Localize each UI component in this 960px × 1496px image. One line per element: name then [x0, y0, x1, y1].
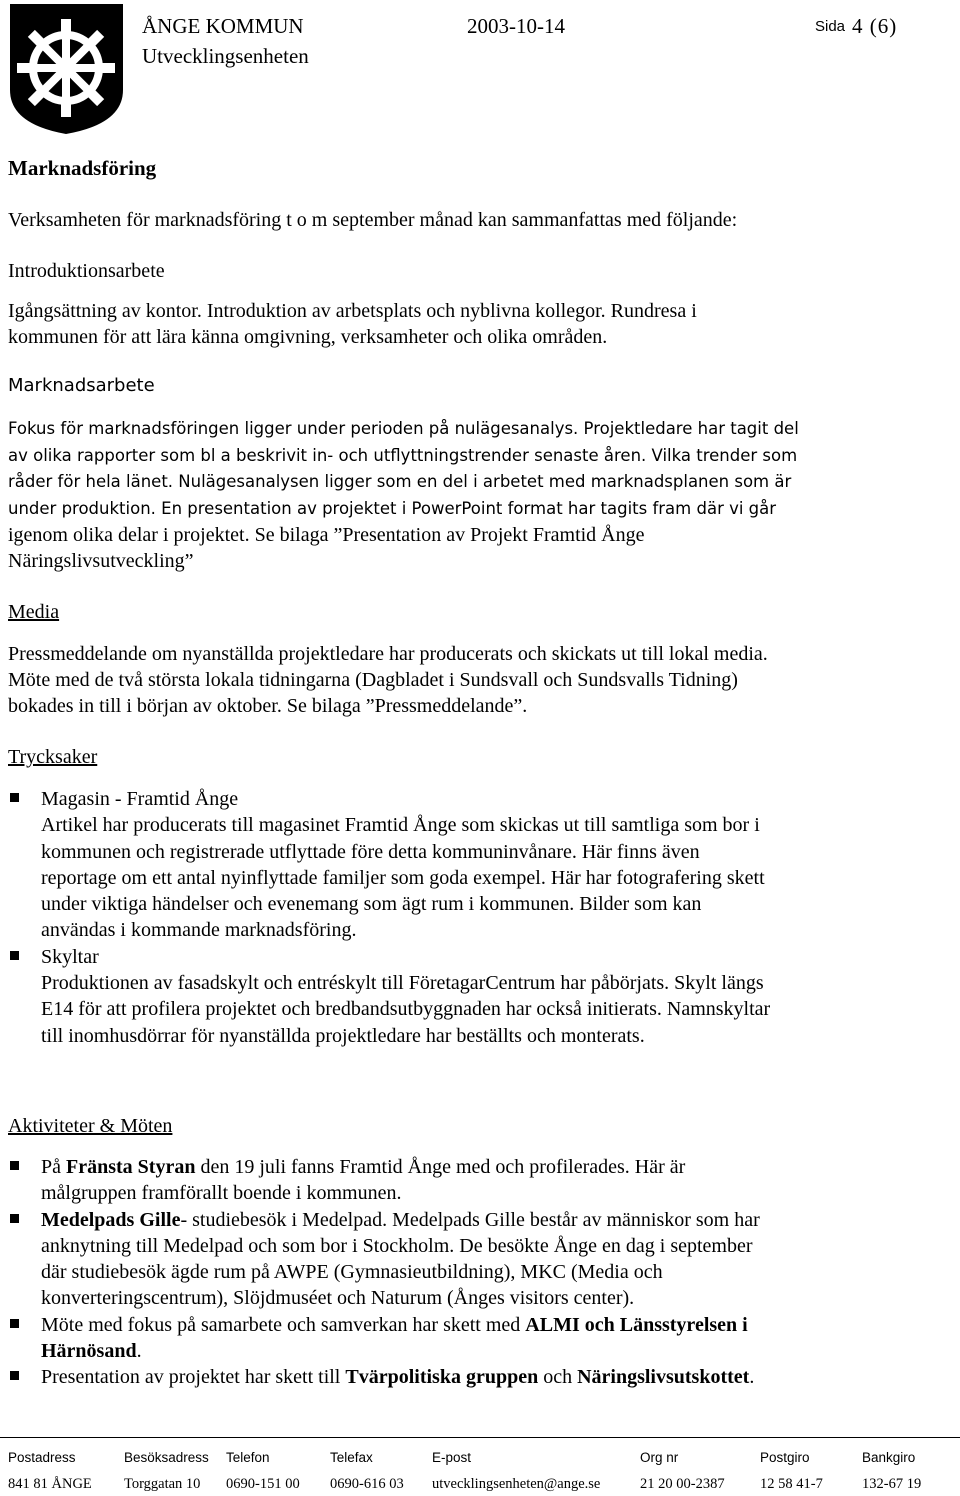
page-label: Sida: [815, 18, 846, 35]
market-work-line: Fokus för marknadsföringen ligger under perioden på nulägesanalys. Projektledare har tagit del: [8, 419, 799, 438]
footer-label-epost: E-post: [432, 1450, 472, 1465]
municipality-logo: [8, 2, 125, 136]
list-item-line: reportage om ett antal nyinflyttade familjer som goda exempel. Här har fotografering skett: [41, 866, 765, 889]
media-heading: Media: [8, 601, 60, 623]
section-title: Marknadsföring: [8, 156, 157, 180]
list-item-line: under viktiga händelser och evenemang som ägt rum i kommunen. Bilder som kan: [41, 893, 702, 916]
market-work-body: [8, 416, 953, 522]
footer-label-telefax: Telefax: [330, 1450, 373, 1465]
intro-work-heading: Introduktionsarbete: [8, 260, 165, 282]
org-name: ÅNGE KOMMUN: [142, 14, 304, 38]
list-item-line: Medelpads Gille- studiebesök i Medelpad. Medelpads Gille består av människor som har: [41, 1208, 760, 1231]
list-item-line: konverteringscentrum), Slöjdmuséet och Naturum (Ånges visitors center).: [41, 1287, 635, 1310]
print-list: [8, 786, 953, 1049]
list-item-line: Presentation av projektet har skett till Tvärpolitiska gruppen och Näringslivsutskottet.: [41, 1366, 755, 1389]
list-item-title: Magasin - Framtid Ånge: [41, 788, 239, 810]
list-item-line: E14 för att profilera projektet och bredbandsutbyggnaden har också initierats. Namnskyltar: [41, 998, 771, 1021]
list-item-line: Härnösand.: [41, 1340, 142, 1363]
footer-label-orgnr: Org nr: [640, 1450, 679, 1465]
footer-value-bankgiro: 132-67 19: [862, 1476, 922, 1492]
footer-label-bankgiro: Bankgiro: [862, 1450, 916, 1465]
footer-divider: [0, 1437, 960, 1438]
activities-heading: Aktiviteter & Möten: [8, 1115, 173, 1137]
market-work-line: av olika rapporter som bl a beskrivit in- och utflyttningstrender senaste åren. Vilka trender som: [8, 445, 798, 465]
footer-value-besoksadress: Torggatan 10: [124, 1476, 201, 1492]
footer-label-postgiro: Postgiro: [760, 1450, 810, 1465]
footer-label-telefon: Telefon: [226, 1450, 270, 1465]
list-item: [8, 786, 953, 944]
media-line: Möte med de två största lokala tidningarna (Dagbladet i Sundsvall och Sundsvalls Tidning): [8, 669, 738, 691]
list-item-line: kommunen och registrerade utflyttade före detta kommuninvånare. Här finns även: [41, 840, 700, 863]
market-work-line: igenom olika delar i projektet. Se bilaga ”Presentation av Projekt Framtid Ånge: [8, 524, 645, 546]
document-date: 2003-10-14: [467, 14, 565, 38]
media-line: Pressmeddelande om nyanställda projektledare har producerats och skickats ut till lokal media.: [8, 643, 768, 665]
media-body: [8, 641, 953, 719]
footer-value-postgiro: 12 58 41-7: [760, 1476, 823, 1492]
list-item-line: där studiebesök ägde rum på AWPE (Gymnasieutbildning), MKC (Media och: [41, 1261, 663, 1284]
footer-value-epost[interactable]: utvecklingsenheten@ange.se: [432, 1476, 601, 1492]
footer-value-orgnr: 21 20 00-2387: [640, 1476, 725, 1492]
list-item: [8, 1364, 953, 1390]
intro-work-line: kommunen för att lära känna omgivning, verksamheter och olika områden.: [8, 326, 608, 348]
footer-value-postadress: 841 81 ÅNGE: [8, 1476, 92, 1492]
print-heading: Trycksaker: [8, 746, 98, 768]
list-item: [8, 1154, 953, 1207]
market-work-heading: Marknadsarbete: [8, 375, 155, 396]
list-item-line: anknytning till Medelpad och som bor i Stockholm. De besökte Ånge en dag i september: [41, 1234, 753, 1257]
list-item-line: till inomhusdörrar för nyanställda projektledare har beställts och monterats.: [41, 1024, 645, 1047]
market-work-line: under produktion. En presentation av projektet i PowerPoint format har tagits fram där vi går: [8, 498, 777, 518]
market-work-line: Näringslivsutveckling”: [8, 550, 194, 572]
list-item-line: Möte med fokus på samarbete och samverkan har skett med ALMI och Länsstyrelsen i: [41, 1313, 748, 1336]
footer-value-telefon: 0690-151 00: [226, 1476, 300, 1492]
list-item-line: Artikel har producerats till magasinet Framtid Ånge som skickas ut till samtliga som bor i: [41, 814, 760, 837]
list-item-title: Skyltar: [41, 945, 99, 968]
intro-work-line: Igångsättning av kontor. Introduktion av arbetsplats och nyblivna kollegor. Rundresa i: [8, 300, 697, 322]
footer-label-postadress: Postadress: [8, 1450, 76, 1465]
department-name: Utvecklingsenheten: [142, 44, 309, 68]
footer-value-telefax: 0690-616 03: [330, 1476, 404, 1492]
list-item: [8, 944, 953, 1049]
activities-list: [8, 1154, 953, 1391]
media-line: bokades in till i början av oktober. Se bilaga ”Pressmeddelande”.: [8, 695, 528, 717]
list-item-line: målgruppen framförallt boende i kommunen.: [41, 1182, 402, 1205]
list-item-line: På Fränsta Styran den 19 juli fanns Framtid Ånge med och profilerades. Här är: [41, 1156, 686, 1178]
list-item-line: användas i kommande marknadsföring.: [41, 919, 357, 942]
list-item: [8, 1312, 953, 1365]
page-number: 4 (6): [852, 14, 898, 38]
list-item-line: Produktionen av fasadskylt och entréskylt till FöretagarCentrum har påbörjats. Skylt längs: [41, 972, 764, 995]
section-intro: Verksamheten för marknadsföring t o m september månad kan sammanfattas med följande:: [8, 209, 738, 231]
market-work-line: råder för hela länet. Nulägesanalysen ligger som en del i arbetet med marknadsplanen som är: [8, 472, 792, 491]
footer-label-besoksadress: Besöksadress: [124, 1450, 209, 1465]
list-item: [8, 1207, 953, 1312]
